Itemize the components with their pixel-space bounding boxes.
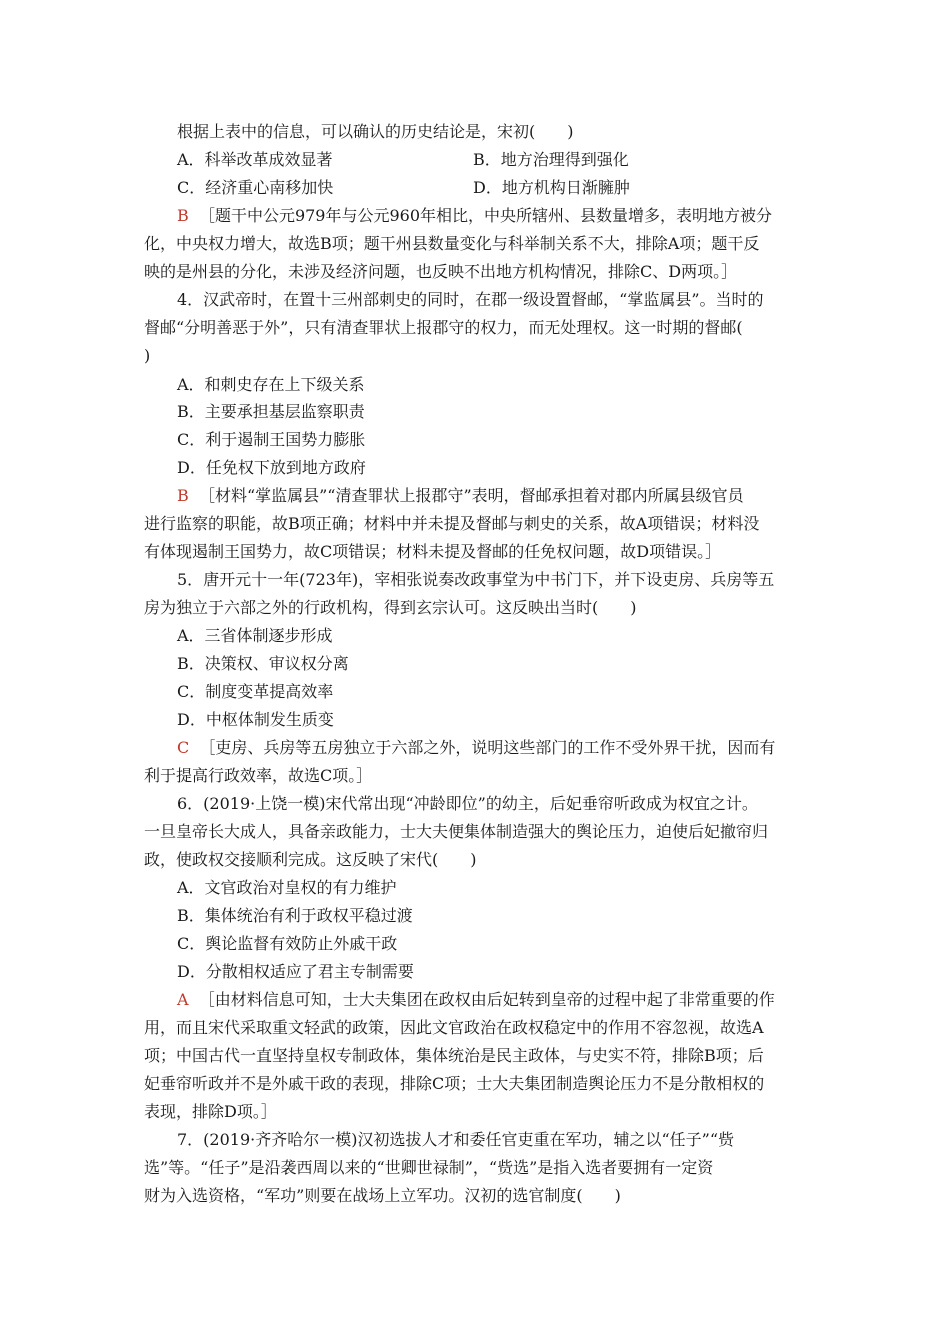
q3-explanation-line: ［题干中公元979年与公元960年相比，中央所辖州、县数量增多，表明地方被分 (198, 206, 773, 225)
q6-explanation-line: 项；中国古代一直坚持皇权专制政体，集体统治是民主政体，与史实不符，排除B项；后 (144, 1046, 764, 1065)
q4-answer-line (177, 486, 744, 508)
q6-explanation-line: 表现，排除D项。］ (144, 1102, 277, 1121)
q6-explanation-line: 用，而且宋代采取重文轻武的政策，因此文官政治在政权稳定中的作用不容忽视，故选A (144, 1018, 764, 1037)
q3-option-d: D．地方机构日渐臃肿 (473, 178, 630, 197)
q5-stem-line: 房为独立于六部之外的行政机构，得到玄宗认可。这反映出当时( ) (144, 598, 637, 617)
q5-option-d: D．中枢体制发生质变 (177, 710, 334, 729)
q5-answer-line (177, 738, 775, 760)
q5-stem-line: 5．唐开元十一年(723年)，宰相张说奏改政事堂为中书门下，并下设吏房、兵房等五 (177, 570, 775, 589)
q7-stem-line: 财为入选资格，“军功”则要在战场上立军功。汉初的选官制度( ) (144, 1186, 621, 1205)
q6-answer-line (177, 990, 775, 1012)
q3-option-b: B．地方治理得到强化 (473, 150, 629, 169)
q5-option-c: C．制度变革提高效率 (177, 682, 334, 701)
q4-stem-line: ) (144, 346, 151, 365)
q5-answer: C (177, 738, 190, 757)
q4-explanation-line: 有体现遏制王国势力，故C项错误；材料未提及督邮的任免权问题，故D项错误。］ (144, 542, 722, 561)
q6-option-b: B．集体统治有利于政权平稳过渡 (177, 906, 413, 925)
q4-option-d: D．任免权下放到地方政府 (177, 458, 366, 477)
q4-explanation-line: 进行监察的职能，故B项正确；材料中并未提及督邮与刺史的关系，故A项错误；材料没 (144, 514, 760, 533)
q6-stem-line: 一旦皇帝长大成人，具备亲政能力，士大夫便集体制造强大的舆论压力，迫使后妃撤帘归 (144, 822, 769, 841)
q4-option-b: B．主要承担基层监察职责 (177, 402, 365, 421)
q3-option-a: A．科举改革成效显著 (177, 150, 333, 169)
q6-option-d: D．分散相权适应了君主专制需要 (177, 962, 414, 981)
q6-option-a: A．文官政治对皇权的有力维护 (177, 878, 397, 897)
q5-explanation-line: ［吏房、兵房等五房独立于六部之外，说明这些部门的工作不受外界干扰，因而有 (199, 738, 776, 757)
q4-option-c: C．利于遏制王国势力膨胀 (177, 430, 366, 449)
q4-stem-line: 督邮“分明善恶于外”，只有清查罪状上报郡守的权力，而无处理权。这一时期的督邮( (144, 318, 743, 337)
q6-stem-line: 政，使政权交接顺利完成。这反映了宋代( ) (144, 850, 477, 869)
q4-option-a: A．和刺史存在上下级关系 (177, 375, 365, 394)
q5-explanation-line: 利于提高行政效率，故选C项。］ (144, 766, 373, 785)
q5-option-a: A．三省体制逐步形成 (177, 626, 333, 645)
q5-option-b: B．决策权、审议权分离 (177, 654, 349, 673)
q3-answer: B (177, 206, 189, 225)
q3-stem: 根据上表中的信息，可以确认的历史结论是，宋初( ) (177, 122, 574, 141)
q4-stem-line: 4．汉武帝时，在置十三州部刺史的同时，在郡一级设置督邮，“掌监属县”。当时的 (177, 290, 764, 309)
q6-stem-line: 6．(2019·上饶一模)宋代常出现“冲龄即位”的幼主，后妃垂帘听政成为权宜之计。 (177, 794, 758, 813)
q4-answer: B (177, 486, 189, 505)
q6-explanation-line: 妃垂帘听政并不是外戚干政的表现，排除C项；士大夫集团制造舆论压力不是分散相权的 (144, 1074, 765, 1093)
q7-stem-line: 选”等。“任子”是沿袭西周以来的“世卿世禄制”，“赀选”是指入选者要拥有一定资 (144, 1158, 714, 1177)
q3-explanation-line: 化，中央权力增大，故选B项；题干州县数量变化与科举制关系不大，排除A项；题干反 (144, 234, 760, 253)
q3-explanation-line: 映的是州县的分化，未涉及经济问题，也反映不出地方机构情况，排除C、D两项。］ (144, 262, 738, 281)
q3-answer-line (177, 206, 772, 228)
q3-option-c: C．经济重心南移加快 (177, 178, 334, 197)
q6-option-c: C．舆论监督有效防止外戚干政 (177, 934, 398, 953)
q6-answer: A (177, 990, 189, 1009)
q7-stem-line: 7．(2019·齐齐哈尔一模)汉初选拔人才和委任官吏重在军功，辅之以“任子”“赀 (177, 1130, 735, 1149)
q6-explanation-line: ［由材料信息可知，士大夫集团在政权由后妃转到皇帝的过程中起了非常重要的作 (198, 990, 775, 1009)
q4-explanation-line: ［材料“掌监属县”“清查罪状上报郡守”表明，督邮承担着对郡内所属县级官员 (198, 486, 744, 505)
